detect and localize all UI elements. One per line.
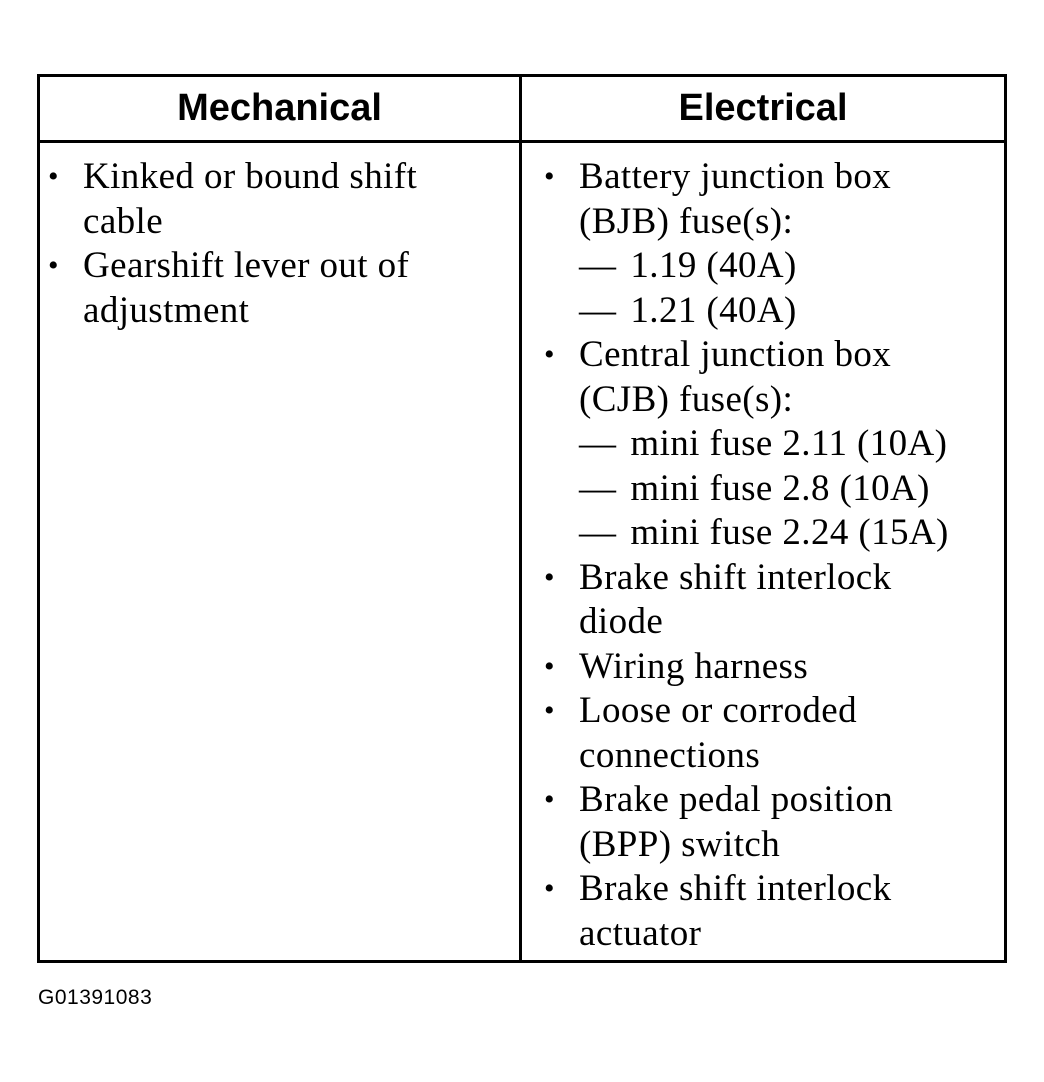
bullet-icon: • xyxy=(544,783,555,816)
sub-item-text: mini fuse 2.8 (10A) xyxy=(630,467,930,509)
mechanical-cell xyxy=(40,143,522,960)
electrical-header: Electrical xyxy=(522,77,1004,143)
bullet-icon: • xyxy=(48,249,59,282)
electrical-cell xyxy=(522,143,1004,960)
sub-item-text: 1.19 (40A) xyxy=(630,245,797,286)
dash-icon: — xyxy=(579,512,617,553)
list-item xyxy=(544,867,1004,956)
dash-icon: — xyxy=(579,423,617,464)
item-text: (BJB) fuse(s): xyxy=(579,200,794,242)
item-text: Loose or corroded xyxy=(579,690,858,731)
list-item xyxy=(544,689,1004,778)
list-item xyxy=(544,333,1004,556)
item-text: Brake pedal position xyxy=(579,779,894,820)
list-item xyxy=(48,155,519,244)
sub-item xyxy=(544,289,1004,334)
sub-item xyxy=(544,467,1004,512)
item-text: Wiring harness xyxy=(579,645,809,687)
item-text: (BPP) switch xyxy=(579,823,781,865)
sub-item xyxy=(544,422,1004,467)
dash-icon: — xyxy=(579,289,617,331)
item-text: Kinked or bound shift xyxy=(83,156,418,197)
sub-item-text: mini fuse 2.24 (15A) xyxy=(630,512,949,553)
sub-item-text: mini fuse 2.11 (10A) xyxy=(630,423,948,464)
mechanical-header: Mechanical xyxy=(40,77,522,143)
list-item xyxy=(544,556,1004,645)
mechanical-list xyxy=(48,155,519,333)
item-text: cable xyxy=(83,200,164,242)
sub-item xyxy=(544,244,1004,289)
list-item xyxy=(544,155,1004,333)
item-text: Central junction box xyxy=(579,334,892,375)
item-text: diode xyxy=(579,601,664,642)
item-text: connections xyxy=(579,734,761,776)
list-item xyxy=(48,244,519,333)
bullet-icon: • xyxy=(544,694,555,727)
bullet-icon: • xyxy=(544,872,555,905)
diagnosis-table xyxy=(37,74,1007,963)
item-text: adjustment xyxy=(83,289,250,331)
item-text: Brake shift interlock xyxy=(579,868,892,909)
sub-item-text: 1.21 (40A) xyxy=(630,289,797,331)
item-text: (CJB) fuse(s): xyxy=(579,378,794,420)
bullet-icon: • xyxy=(544,338,555,371)
electrical-list xyxy=(544,155,1004,956)
sub-item xyxy=(544,511,1004,556)
item-text: actuator xyxy=(579,912,702,954)
figure-id: G01391083 xyxy=(38,986,153,1009)
bullet-icon: • xyxy=(48,160,59,193)
dash-icon: — xyxy=(579,245,617,286)
item-text: Gearshift lever out of xyxy=(83,245,410,286)
list-item xyxy=(544,645,1004,690)
bullet-icon: • xyxy=(544,560,555,594)
dash-icon: — xyxy=(579,467,617,509)
bullet-icon: • xyxy=(544,160,555,193)
bullet-icon: • xyxy=(544,649,555,683)
item-text: Brake shift interlock xyxy=(579,556,892,598)
item-text: Battery junction box xyxy=(579,156,892,197)
list-item xyxy=(544,778,1004,867)
